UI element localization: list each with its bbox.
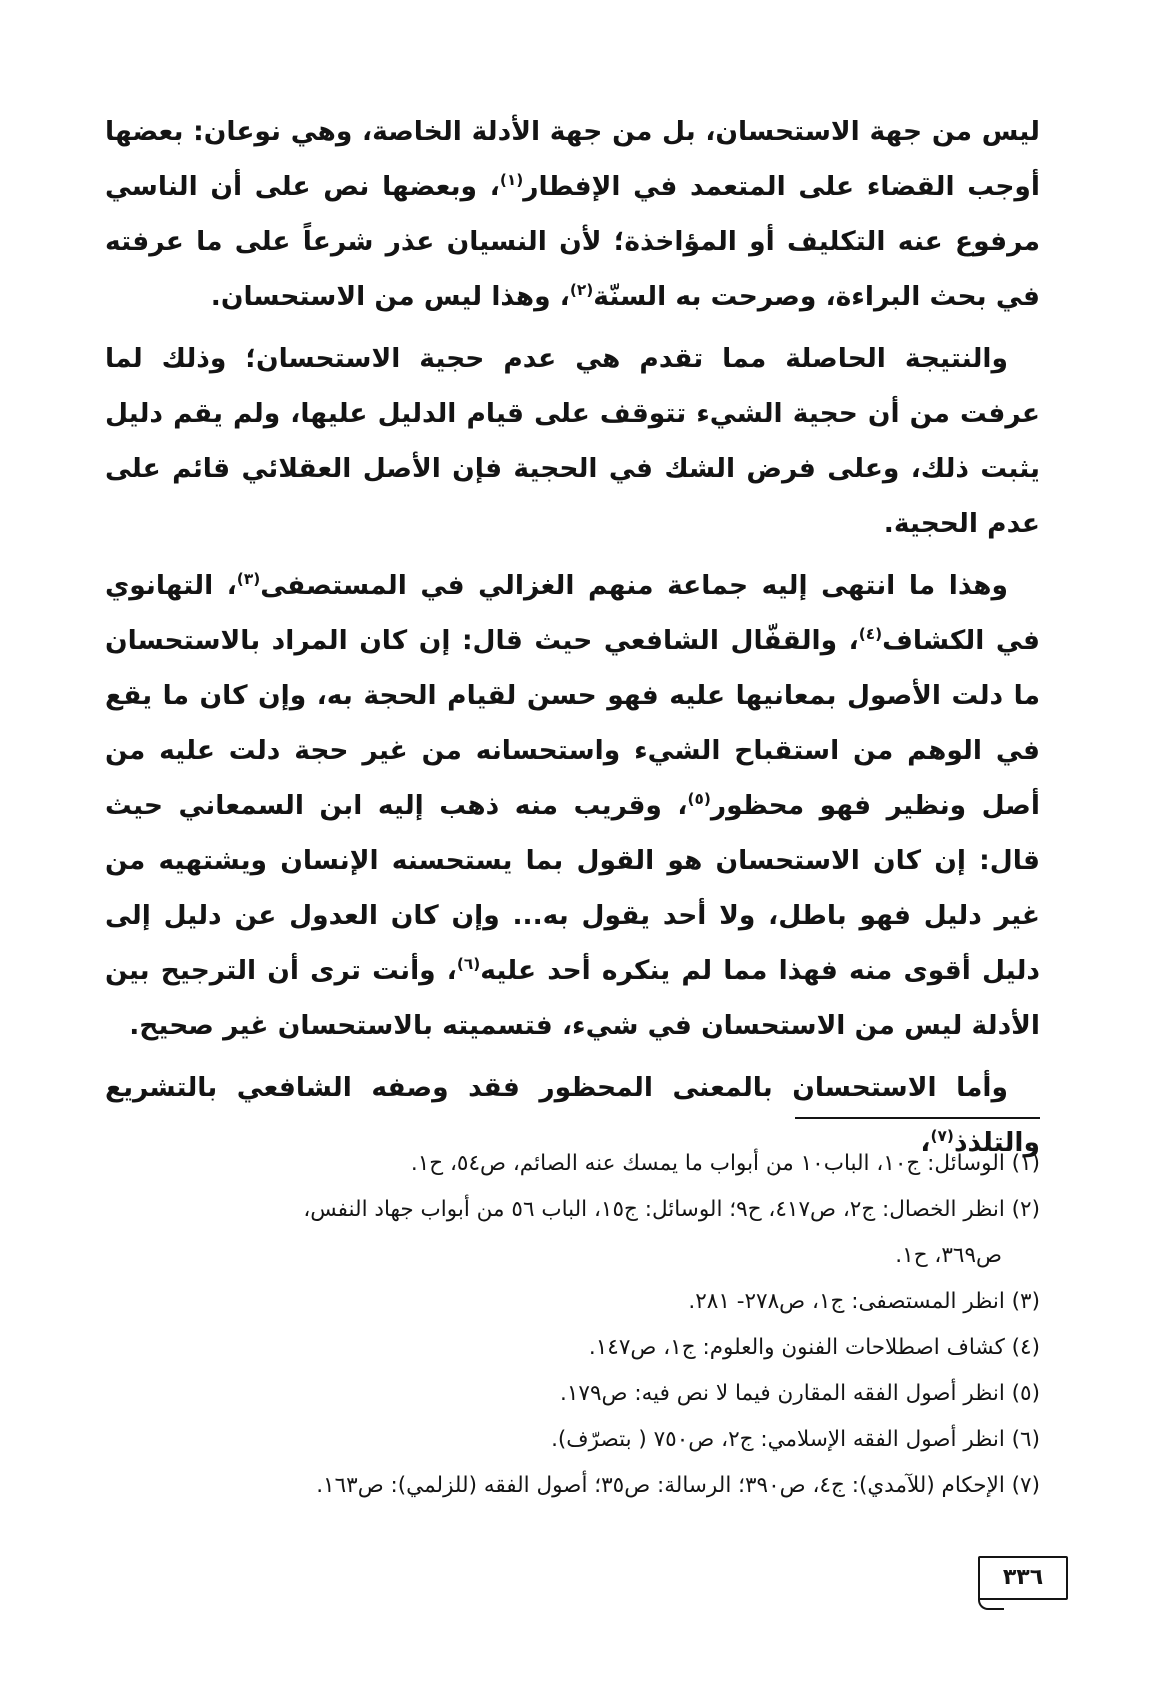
footnote-5: (٥) انظر أصول الفقه المقارن فيما لا نص فيه: ص١٧٩.	[560, 1381, 1040, 1406]
footnote-separator-line	[795, 1117, 1040, 1119]
paragraph-3-part-2: ، التهانوي في الكشاف	[105, 570, 1040, 656]
footnote-2-continuation: ص٣٦٩، ح١.	[895, 1243, 1002, 1268]
footnote-4: (٤) كشاف اصطلاحات الفنون والعلوم: ج١، ص١٤٧.	[588, 1335, 1040, 1360]
paragraph-4-part-2: ،	[920, 1127, 931, 1158]
footnotes-section	[105, 1141, 1040, 1509]
footnote-ref-3[interactable]: (٣)	[236, 570, 261, 589]
paragraph-1-part-2: ، وبعضها نص على أن الناسي مرفوع عنه التكليف أو المؤاخذة؛ لأن النسيان عذر شرعاً على ما عرفته في بحث البراءة، وصرحت به السنّة	[105, 171, 1040, 312]
footnote-ref-1[interactable]: (١)	[499, 171, 524, 190]
footnote-ref-7[interactable]: (٧)	[930, 1127, 954, 1146]
footnote-ref-4[interactable]: (٤)	[858, 625, 883, 644]
paragraph-1	[105, 104, 1040, 324]
main-text-body	[105, 104, 1040, 1170]
footnote-2: (٢) انظر الخصال: ج٢، ص٤١٧، ح٩؛ الوسائل: ج١٥، الباب ٥٦ من أبواب جهاد النفس،	[303, 1197, 1040, 1222]
page-number-curl-ornament	[978, 1596, 1004, 1610]
footnote-ref-5[interactable]: (٥)	[687, 790, 711, 809]
paragraph-3-part-4: ، وقريب منه ذهب إليه ابن السمعاني حيث قال: إن كان الاستحسان هو القول بما يستحسنه الإنسان ويشتهيه من غير دليل فهو باطل، ولا أحد يقول به... وإن كان العدول عن دليل إلى دليل أقوى منه فهذا مما لم ينكره أحد عليه	[105, 790, 1040, 986]
footnote-3: (٣) انظر المستصفى: ج١، ص٢٧٨- ٢٨١.	[688, 1289, 1040, 1314]
footnote-1: (١) الوسائل: ج١٠، الباب١٠ من أبواب ما يمسك عنه الصائم، ص٥٤، ح١.	[410, 1151, 1040, 1176]
paragraph-3-part-5: ، وأنت ترى أن الترجيح بين الأدلة ليس من الاستحسان في شيء، فتسميته بالاستحسان غير صحيح.	[105, 955, 1040, 1041]
paragraph-3	[105, 558, 1040, 1053]
footnote-7: (٧) الإحكام (للآمدي): ج٤، ص٣٩٠؛ الرسالة: ص٣٥؛ أصول الفقه (للزلمي): ص١٦٣.	[316, 1473, 1040, 1498]
paragraph-2: والنتيجة الحاصلة مما تقدم هي عدم حجية الاستحسان؛ وذلك لما عرفت من أن حجية الشيء تتوقف على قيام الدليل عليها، ولم يقم دليل يثبت ذلك، وعلى فرض الشك في الحجية فإن الأصل العقلائي قائم على عدم الحجية.	[105, 343, 1040, 539]
paragraph-1-part-3: ، وهذا ليس من الاستحسان.	[210, 281, 570, 312]
paragraph-3-part-1: وهذا ما انتهى إليه جماعة منهم الغزالي في المستصفى	[260, 570, 1008, 601]
footnote-ref-2[interactable]: (٢)	[569, 281, 594, 300]
paragraph-3-part-3: ، والقفّال الشافعي حيث قال: إن كان المراد بالاستحسان ما دلت الأصول بمعانيها عليه فهو حسن لقيام الحجة به، وإن كان ما يقع في الوهم من استقباح الشيء واستحسانه من غير حجة دلت عليه من أصل ونظير فهو محظور	[105, 625, 1040, 821]
footnote-6: (٦) انظر أصول الفقه الإسلامي: ج٢، ص٧٥٠ ( بتصرّف).	[551, 1427, 1040, 1452]
paragraph-4-part-1: وأما الاستحسان بالمعنى المحظور فقد وصفه الشافعي بالتشريع والتلذذ	[105, 1072, 1040, 1158]
paragraph-1-part-1: ليس من جهة الاستحسان، بل من جهة الأدلة الخاصة، وهي نوعان: بعضها أوجب القضاء على المتعمد في الإفطار	[105, 116, 1040, 202]
page-number-box	[978, 1556, 1068, 1600]
footnote-ref-6[interactable]: (٦)	[456, 955, 481, 974]
page-number: ٣٣٦	[1002, 1565, 1044, 1590]
